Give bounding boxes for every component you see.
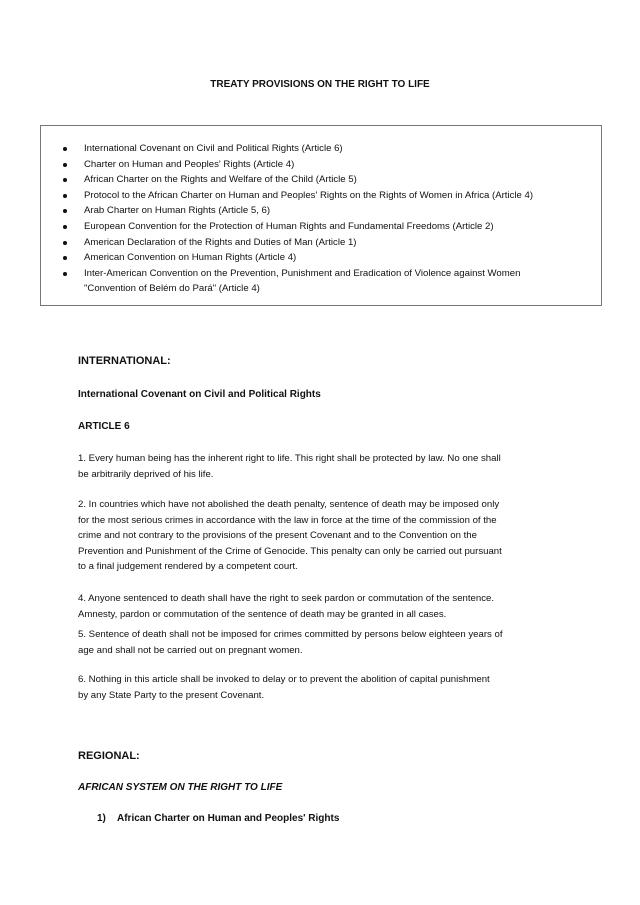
item-number: 1): [97, 813, 106, 824]
paragraph-2: [78, 497, 502, 575]
list-item-line: Inter-American Convention on the Prevention, Punishment and Eradication of Violence against Women: [84, 267, 521, 279]
paragraph-line: be arbitrarily deprived of his life.: [78, 468, 214, 480]
paragraph-line: age and shall not be carried out on pregnant women.: [78, 644, 303, 656]
paragraph-5: [78, 627, 503, 658]
paragraph-line: 4. Anyone sentenced to death shall have the right to seek pardon or commutation of the sentence.: [78, 593, 495, 604]
paragraph-line: to a final judgement rendered by a competent court.: [78, 561, 298, 572]
paragraph-line: Prevention and Punishment of the Crime of Genocide. This penalty can only be carried out pursuant: [78, 545, 502, 557]
paragraph-line: by any State Party to the present Covenant.: [78, 689, 265, 701]
list-item: European Convention for the Protection of Human Rights and Fundamental Freedoms (Article 2): [63, 219, 533, 235]
paragraph-line: 2. In countries which have not abolished the death penalty, sentence of death may be imposed only: [78, 499, 500, 510]
article-heading: ARTICLE 6: [78, 421, 130, 432]
paragraph-line: 6. Nothing in this article shall be invoked to delay or to prevent the abolition of capital punishment: [78, 674, 490, 685]
list-item: International Covenant on Civil and Political Rights (Article 6): [63, 141, 533, 157]
list-item-line: "Convention of Belém do Pará" (Article 4): [84, 283, 260, 295]
list-item: African Charter on the Rights and Welfare of the Child (Article 5): [63, 172, 533, 188]
list-item: Charter on Human and Peoples' Rights (Article 4): [63, 157, 533, 173]
document-title: TREATY PROVISIONS ON THE RIGHT TO LIFE: [210, 79, 430, 90]
paragraph-line: Amnesty, pardon or commutation of the sentence of death may be granted in all cases.: [78, 608, 447, 620]
paragraph-line: 5. Sentence of death shall not be imposed for crimes committed by persons below eighteen years of: [78, 629, 503, 640]
list-item: [63, 266, 533, 297]
section-heading-regional: REGIONAL:: [78, 750, 140, 762]
section-heading-international: INTERNATIONAL:: [78, 355, 171, 367]
list-item: American Declaration of the Rights and Duties of Man (Article 1): [63, 235, 533, 251]
paragraph-6: [78, 672, 490, 703]
treaty-heading: International Covenant on Civil and Political Rights: [78, 389, 321, 400]
list-item: American Convention on Human Rights (Article 4): [63, 250, 533, 266]
item-heading: African Charter on Human and Peoples' Rights: [117, 813, 340, 824]
paragraph-1: [78, 451, 501, 482]
treaty-list: [63, 141, 533, 297]
paragraph-4: [78, 591, 494, 622]
paragraph-line: 1. Every human being has the inherent right to life. This right shall be protected by law. No one shall: [78, 453, 501, 464]
paragraph-line: crime and not contrary to the provisions of the present Covenant and to the Convention on the: [78, 530, 477, 541]
paragraph-line: for the most serious crimes in accordance with the law in force at the time of the commission of the: [78, 514, 497, 526]
list-item: Arab Charter on Human Rights (Article 5, 6): [63, 203, 533, 219]
list-item: Protocol to the African Charter on Human and Peoples' Rights on the Rights of Women in Africa (Article 4): [63, 188, 533, 204]
system-heading: AFRICAN SYSTEM ON THE RIGHT TO LIFE: [78, 782, 283, 793]
